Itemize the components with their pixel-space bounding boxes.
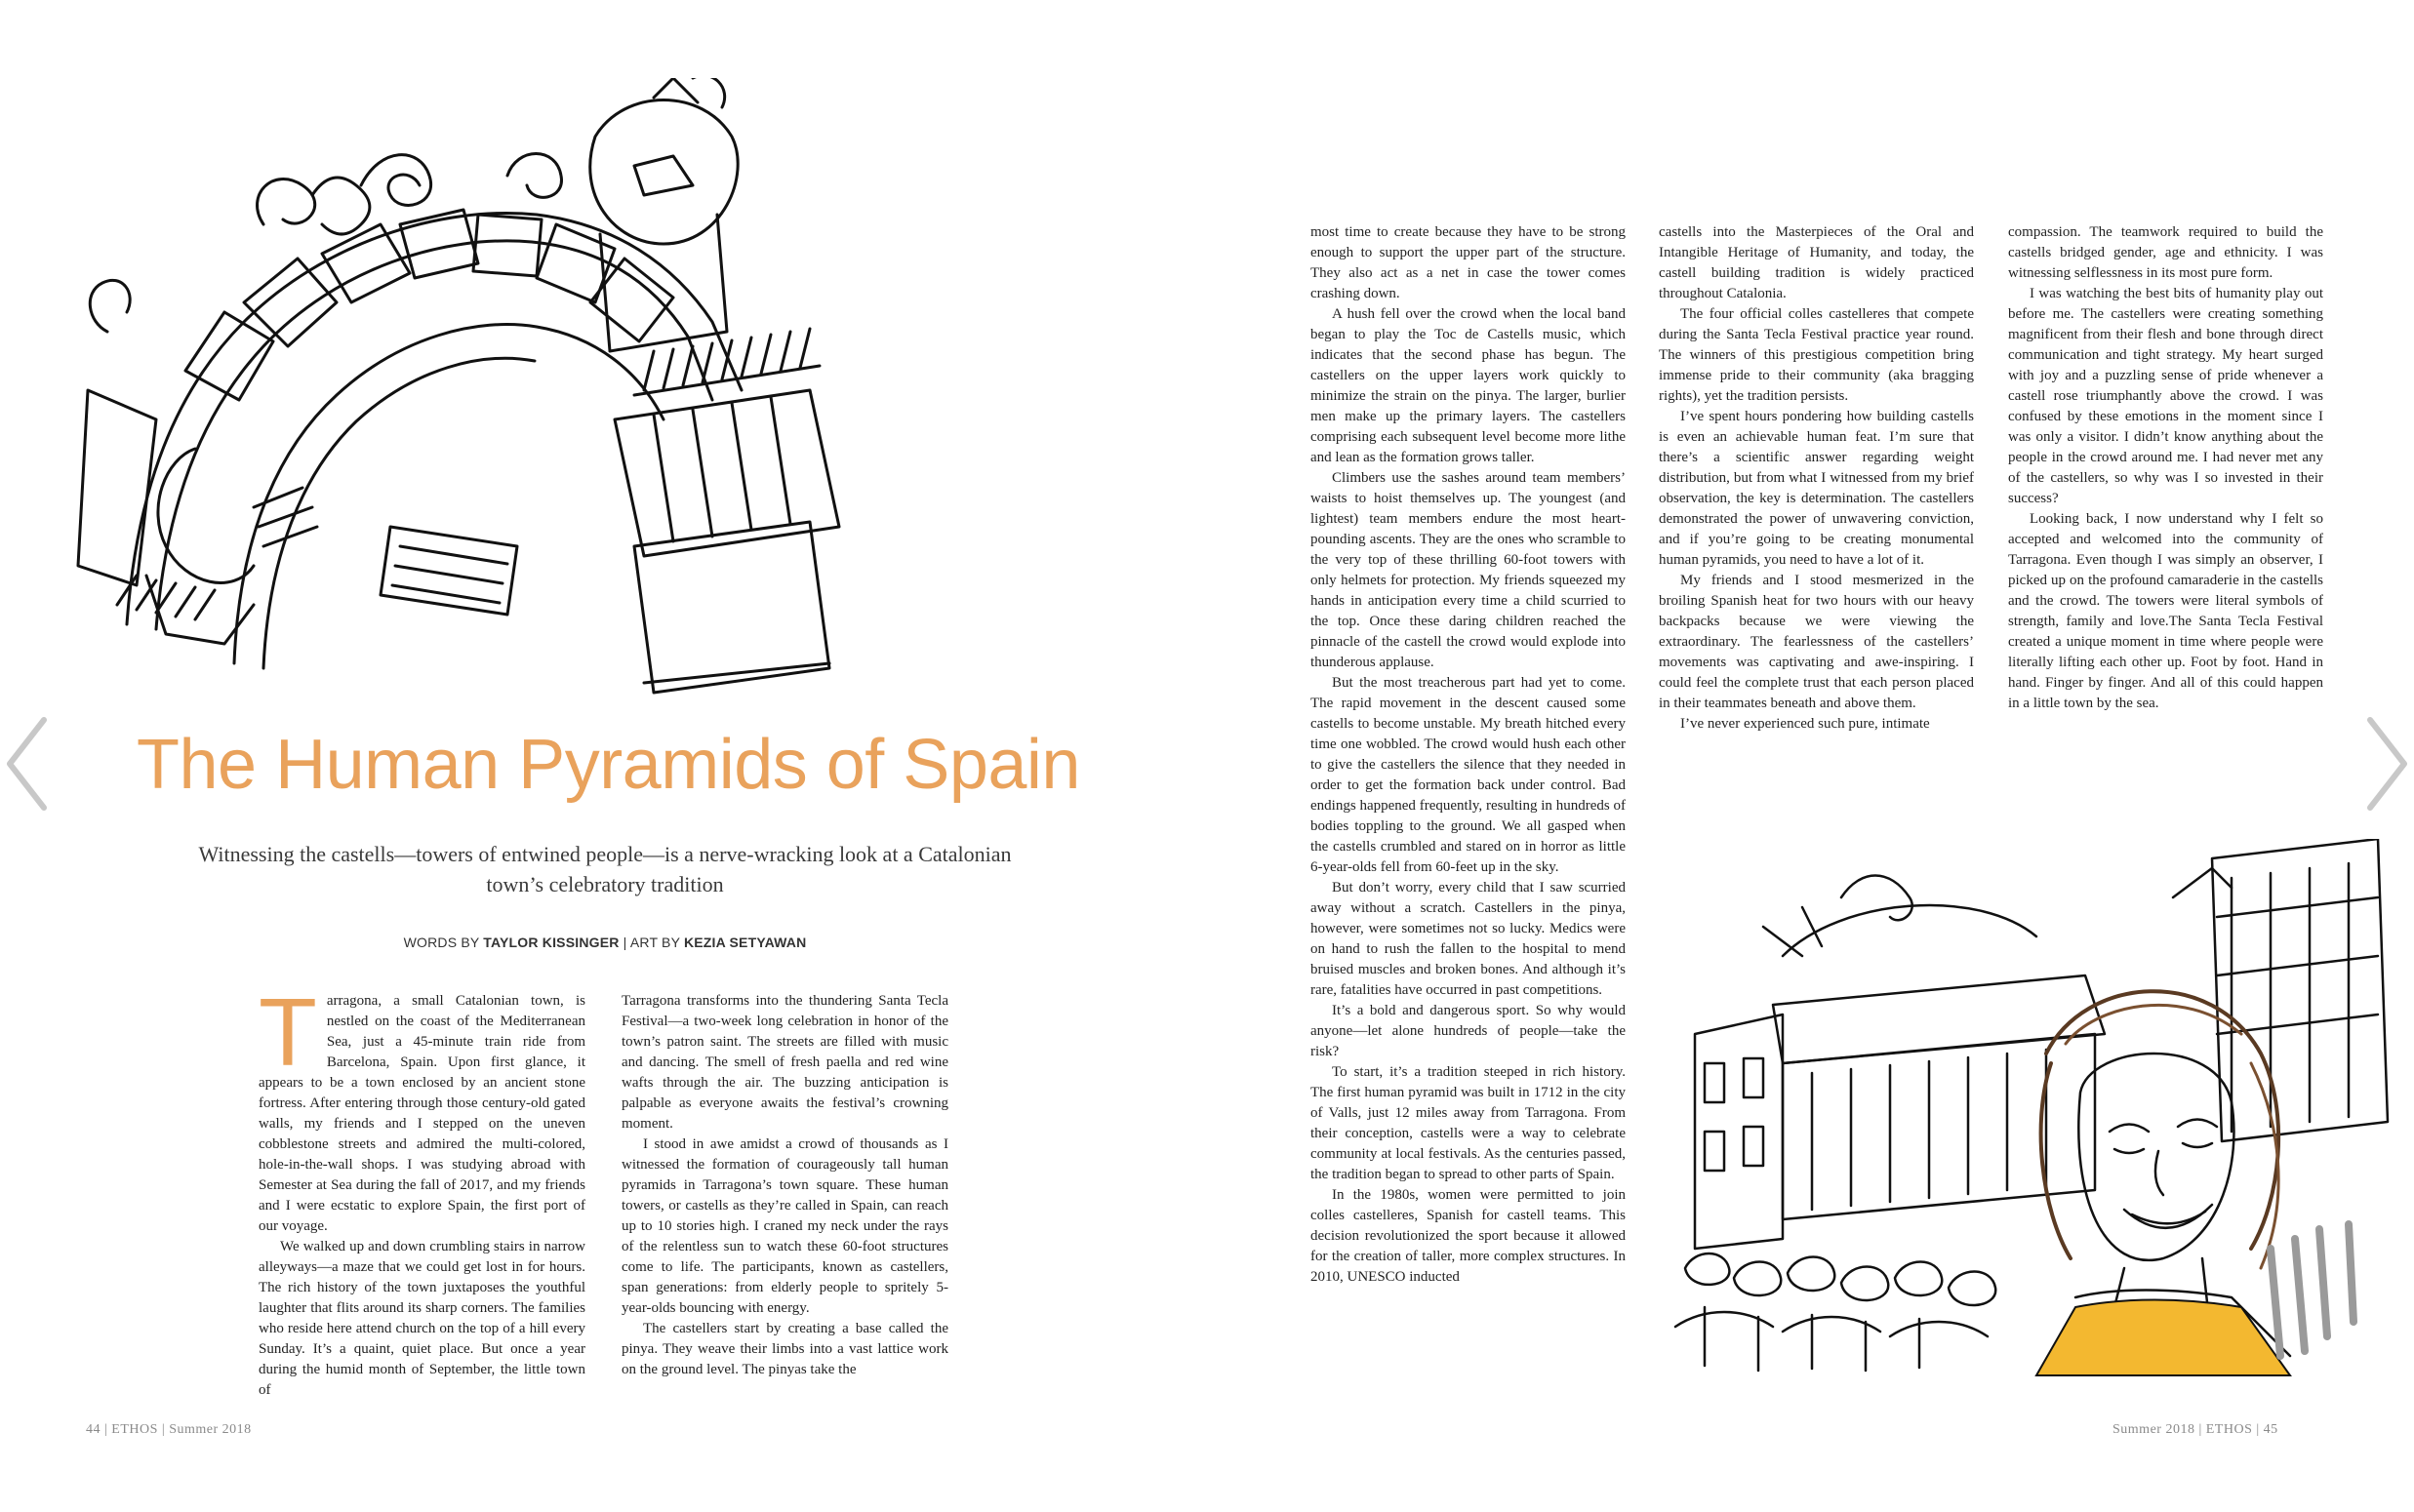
paragraph: Climbers use the sashes around team members’ waists to hoist themselves up. The youngest (and lightest) team members endure the most heart-pounding ascents. They are the ones who scramble to the very top of these thrilling 60-foot towers with only helmets for protection. My friends squeezed my hands in anticipation every time a child scurried to the top. Once these daring children reached the pinnacle of the castell the crowd would explode into thunderous applause. [1310,470,1626,670]
castell-arch-illustration [68,78,1288,702]
paragraph: Tarragona transforms into the thundering Santa Tecla Festival—a two-week long celebration in honor of the town’s patron saint. The streets are filled with music and dancing. The smell of fresh paella and red wine wafts through the air. The buzzing anticipation is palpable as everyone awaits the festival’s crowning moment. [622,993,948,1132]
byline-art-label: ART BY [629,935,684,950]
paragraph: To start, it’s a tradition steeped in rich history. The first human pyramid was built in 1712 in the city of Valls, just 12 miles away from Tarragona. From their conception, castells were a way to celebrate community at local festivals. As the centuries passed, the tradition began to spread to other parts of Spain. [1310,1064,1626,1182]
article-title: The Human Pyramids of Spain [137,726,1080,804]
paragraph: We walked up and down crumbling stairs in narrow alleyways—a maze that we could get lost in for hours. The rich history of the town juxtaposes the youthful laughter that flits around its sharp corners. The families who reside here attend church on the top of a hill every Sunday. It’s a quaint, quiet place. But once a year during the humid month of September, the little town of [259,1239,585,1398]
footer-left: 44 | ETHOS | Summer 2018 [86,1422,252,1437]
paragraph: I was watching the best bits of humanity play out before me. The castellers were creating something magnificent from their flesh and bone through direct communication and tight strategy. My heart surged with joy and a puzzling sense of pride whenever a castell rose triumphantly above the crowd. I was confused by these emotions in the moment since I was only a visitor. I didn’t know anything about the people in the crowd around me. I had never met any of the castellers, so why was I so invested in their success? [2008,286,2323,506]
chevron-left-icon[interactable] [0,710,59,817]
paragraph: castells into the Masterpieces of the Oral and Intangible Heritage of Humanity, and today, the castell building tradition is widely practiced throughout Catalonia. [1659,224,1974,301]
paragraph: I’ve never experienced such pure, intimate [1680,716,1930,732]
dropcap: T [259,978,317,1086]
paragraph: Tarragona, a small Catalonian town, is nestled on the coast of the Mediterranean Sea, just a 45-minute train ride from Barcelona, Spain. Upon first glance, it appears to be a town enclosed by an ancient stone fortress. After entering through those century-old gated walls, my friends and I stepped on the uneven cobblestone streets and admired the multi-colored, hole-in-the-wall shops. I was studying abroad with Semester at Sea during the fall of 2017, and my friends and I were ecstatic to explore Spain, the first port of our voyage. [259,978,585,1234]
article-column-4 [1659,222,1974,735]
paragraph: compassion. The teamwork required to build the castells bridged gender, age and ethnicity. I was witnessing selflessness in its most pure form. [2008,224,2323,281]
paragraph: Looking back, I now understand why I felt so accepted and welcomed into the community of Tarragona. Even though I was simply an observer, I picked up on the profound camaraderie in the castells and the crowd. The towers were literal symbols of strength, family and love.The Santa Tecla Festival created a unique moment in time where people were literally lifting each other up. Foot by foot. Hand in hand. Finger by finger. And all of this could happen in a little town by the sea. [2008,511,2323,711]
article-column-5 [2008,222,2323,714]
article-column-3 [1310,222,1626,1288]
paragraph: It’s a bold and dangerous sport. So why would anyone—let alone hundreds of people—take the risk? [1310,1003,1626,1059]
chevron-right-icon[interactable] [2355,710,2414,817]
paragraph: In the 1980s, women were permitted to join colles castelleres, Spanish for castell teams. This decision revolutionized the sport because it allowed for the creation of taller, more complex structures. In 2010, UNESCO inducted [1310,1187,1626,1285]
byline-author: TAYLOR KISSINGER [483,935,620,950]
article-column-2 [622,991,948,1380]
paragraph: The castellers start by creating a base called the pinya. They weave their limbs into a vast lattice work on the ground level. The pinyas take the [622,1321,948,1377]
article-column-1 [259,978,585,1401]
paragraph: most time to create because they have to be strong enough to support the upper part of the structure. They also act as a net in case the tower comes crashing down. [1310,224,1626,301]
paragraph: A hush fell over the crowd when the local band began to play the Toc de Castells music, which indicates that the second phase has begun. The castellers on the upper layers work quickly to minimize the strain on the pinya. The larger, burlier men make up the primary layers. The castellers comprising each subsequent level become more lithe and lean as the formation grows taller. [1310,306,1626,465]
town-portrait-illustration [1666,839,2397,1385]
paragraph: But the most treacherous part had yet to come. The rapid movement in the descent caused some castells to become unstable. My breath hitched every time one wobbled. The crowd would hush each other to give the castellers the silence that they needed in order to get the formation back under control. Bad endings happened frequently, resulting in hundreds of bodies toppling to the ground. We all gasped when the castells crumbled and stared on in horror as little 6-year-olds fell from 60-feet up in the sky. [1310,675,1626,875]
paragraph: The four official colles castelleres that compete during the Santa Tecla Festival practice year round. The winners of this prestigious competition bring immense pride to their community (aka bragging rights), yet the tradition persists. [1659,306,1974,404]
byline-separator: | [619,935,630,950]
article-subtitle: Witnessing the castells—towers of entwined people—is a nerve-wracking look at a Catalonian town’s celebratory tradition [198,842,1012,896]
paragraph: I stood in awe amidst a crowd of thousands as I witnessed the formation of courageously tall human pyramids in Tarragona’s town square. These human towers, or castells as they’re called in Spain, can reach up to 10 stories high. I craned my neck under the rays of the relentless sun to watch these 60-foot structures come to life. The participants, known as castellers, span generations: from elderly people to spritely 5-year-olds bouncing with energy. [622,1136,948,1316]
paragraph: But don’t worry, every child that I saw scurried away without a scratch. Castellers in the pinya, however, were sometimes not so lucky. Medics were on hand to rush the fallen to the hospital to mend bruised muscles and broken bones. And although it’s rare, fatalities have occurred in past competitions. [1310,880,1626,998]
footer-right: Summer 2018 | ETHOS | 45 [2112,1422,2278,1437]
byline-artist: KEZIA SETYAWAN [683,935,807,950]
paragraph: My friends and I stood mesmerized in the broiling Spanish heat for two hours with our heavy backpacks because we were viewing the extraordinary. The fearlessness of the castellers’ movements was captivating and awe-inspiring. I could feel the complete trust that each person placed in their teammates beneath and above them. [1659,573,1974,711]
right-page [1207,0,2414,1512]
byline [185,935,1025,950]
byline-words-label: WORDS BY [403,935,484,950]
paragraph: I’ve spent hours pondering how building castells is even an achievable human feat. I’m sure that there’s a scientific answer regarding weight distribution, but from what I witnessed from my brief observation, the key is determination. The castellers demonstrated the power of unwavering conviction, and if you’re going to be creating monumental human pyramids, you need to have a lot of it. [1659,409,1974,568]
